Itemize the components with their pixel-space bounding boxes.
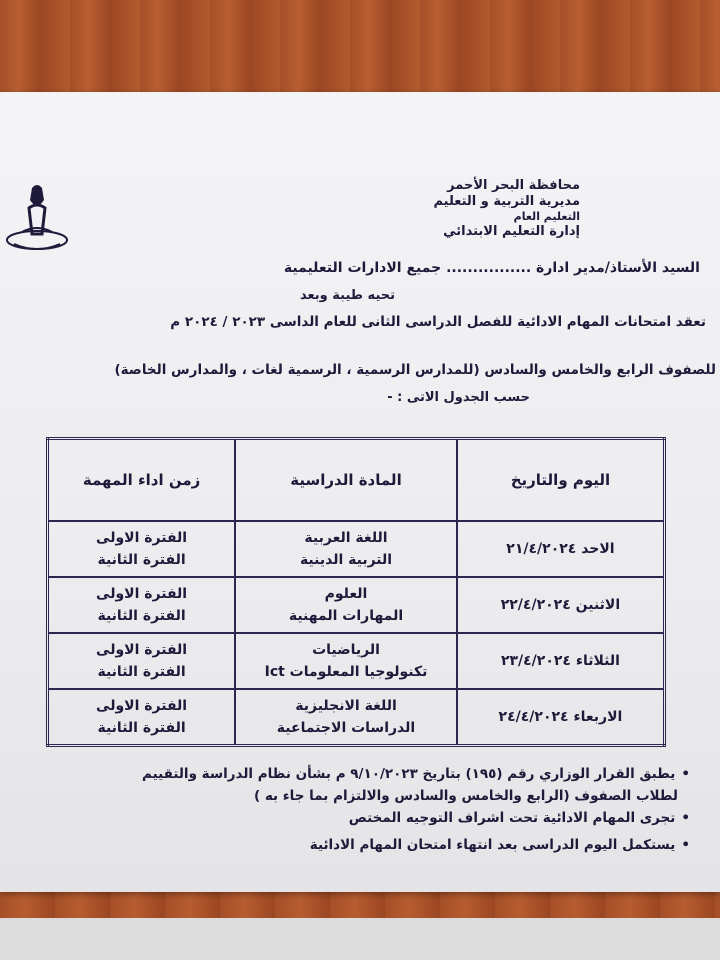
- time-first: الفترة الاولى: [96, 530, 188, 546]
- header-directorate: مديرية التربية و التعليم: [433, 194, 580, 209]
- note-2-text: لطلاب الصفوف (الرابع والخامس والسادس والالتزام بما جاء به ): [253, 788, 678, 804]
- note-2: [349, 810, 690, 826]
- time-second: الفترة الثانية: [97, 552, 186, 568]
- subject-first: اللغة العربية: [304, 530, 388, 546]
- note-4-text: يستكمل اليوم الدراسى بعد انتهاء امتحان المهام الادائية: [309, 837, 676, 853]
- note-1-continued: [254, 788, 678, 804]
- cell-subjects: [235, 689, 457, 746]
- time-second: الفترة الثانية: [97, 608, 186, 624]
- wood-background-top: [0, 0, 720, 100]
- subject-second: تكنولوجيا المعلومات Ict: [264, 664, 428, 680]
- cell-times: [48, 521, 236, 577]
- cell-day: الاربعاء ٢٤/٤/٢٠٢٤: [457, 689, 665, 746]
- intro-line-1: تعقد امتحانات المهام الادائية للفصل الدراسى الثانى للعام الداسى ٢٠٢٣ / ٢٠٢٤ م: [170, 314, 706, 330]
- bullet-icon: •: [681, 766, 690, 782]
- subject-second: الدراسات الاجتماعية: [276, 720, 416, 736]
- cell-subjects: [235, 577, 457, 633]
- floor-strip: [0, 918, 720, 960]
- cell-times: [48, 633, 236, 689]
- subject-second: التربية الدينية: [299, 552, 393, 568]
- cell-day: الاثنين ٢٢/٤/٢٠٢٤: [457, 577, 665, 633]
- intro-line-3: حسب الجدول الاتى : -: [387, 390, 530, 405]
- header-governorate: محافظة البحر الأحمر: [447, 178, 580, 193]
- subject-first: الرياضيات: [312, 642, 380, 658]
- exam-schedule-table: [46, 437, 666, 747]
- cell-times: [48, 577, 236, 633]
- time-second: الفترة الثانية: [97, 720, 186, 736]
- time-second: الفترة الثانية: [97, 664, 186, 680]
- time-first: الفترة الاولى: [96, 642, 188, 658]
- note-3-text: تجرى المهام الادائية تحت اشراف التوجيه المختص: [348, 810, 676, 826]
- cell-subjects: [235, 633, 457, 689]
- time-first: الفترة الاولى: [96, 698, 188, 714]
- header-general-education: التعليم العام: [513, 210, 580, 223]
- header-primary-administration: إدارة التعليم الابتدائي: [443, 224, 580, 239]
- header-task-time: زمن اداء المهمة: [48, 439, 236, 522]
- table-header-row: [48, 439, 665, 522]
- bullet-icon: •: [681, 837, 690, 853]
- document-page: [0, 92, 720, 892]
- time-first: الفترة الاولى: [96, 586, 188, 602]
- note-1-text: يطبق القرار الوزاري رقم (١٩٥) بتاريخ ٩/١٠/٢٠٢٣ م بشأن نظام الدراسة والتقييم: [142, 766, 676, 782]
- subject-second: المهارات المهنية: [288, 608, 404, 624]
- header-subject: المادة الدراسية: [235, 439, 457, 522]
- note-3: [310, 837, 690, 853]
- salutation-line: السيد الأستاذ/مدير ادارة ................ جميع الادارات التعليمية: [283, 260, 700, 276]
- cell-subjects: [235, 521, 457, 577]
- subject-first: اللغة الانجليزية: [295, 698, 397, 714]
- table-row: [48, 633, 665, 689]
- cell-times: [48, 689, 236, 746]
- ministry-emblem-icon: [2, 180, 72, 260]
- cell-day: الثلاثاء ٢٣/٤/٢٠٢٤: [457, 633, 665, 689]
- header-day-date: اليوم والتاريخ: [457, 439, 665, 522]
- bullet-icon: •: [681, 810, 690, 826]
- table-row: [48, 689, 665, 746]
- note-1: [142, 766, 690, 782]
- subject-first: العلوم: [324, 586, 368, 602]
- cell-day: الاحد ٢١/٤/٢٠٢٤: [457, 521, 665, 577]
- table-row: [48, 521, 665, 577]
- greeting-line: تحيه طيبة وبعد: [299, 288, 395, 303]
- intro-line-2: للصفوف الرابع والخامس والسادس (للمدارس الرسمية ، الرسمية لغات ، والمدارس الخاصة): [114, 362, 716, 378]
- table-row: [48, 577, 665, 633]
